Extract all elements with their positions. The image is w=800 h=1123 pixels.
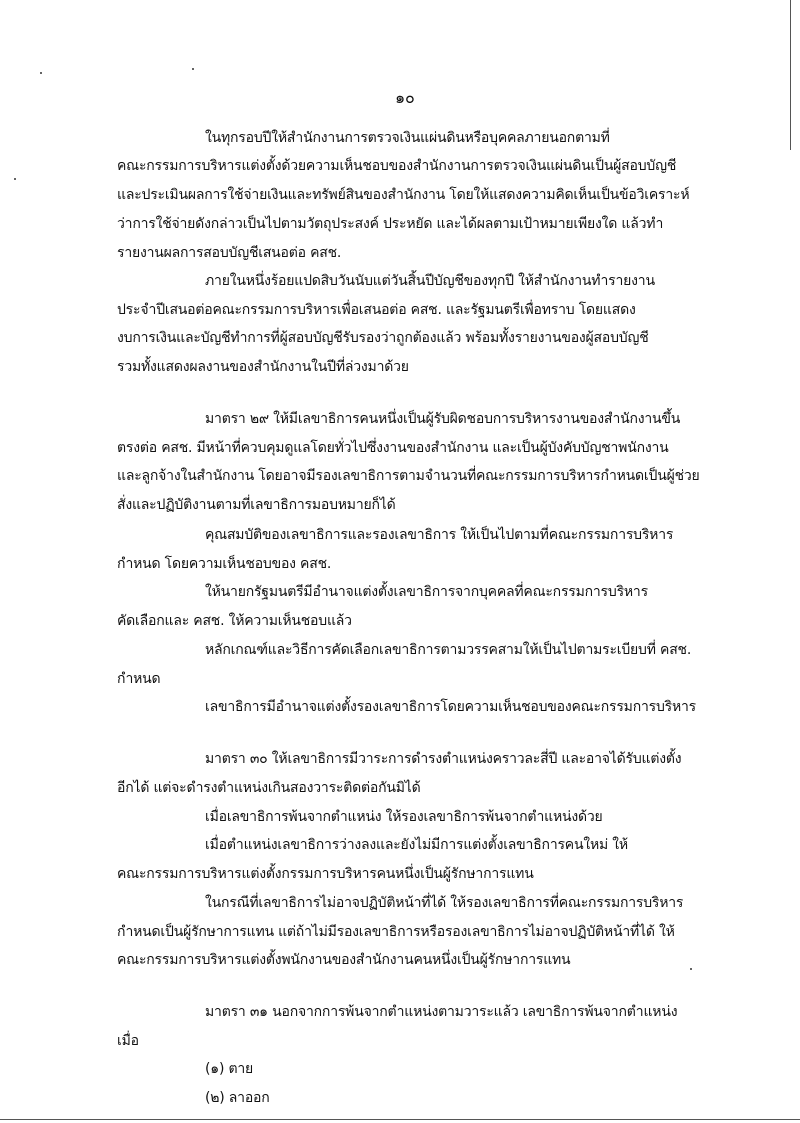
text-line: อีกได้ แต่จะดำรงตำแหน่งเกินสองวาระติดต่อกันมิได้ <box>117 780 421 796</box>
text-line: สั่งและปฏิบัติงานตามที่เลขาธิการมอบหมายก็ได้ <box>117 497 396 513</box>
text-line: ในกรณีที่เลขาธิการไม่อาจปฏิบัติหน้าที่ได้ ให้รองเลขาธิการที่คณะกรรมการบริหาร <box>205 895 684 911</box>
text-line: กำหนด โดยความเห็นชอบของ คสช. <box>117 556 332 572</box>
text-line: คณะกรรมการบริหารแต่งตั้งด้วยความเห็นชอบของสำนักงานการตรวจเงินแผ่นดินเป็นผู้สอบบัญชี <box>117 158 677 174</box>
text-line: ภายในหนึ่งร้อยแปดสิบวันนับแต่วันสิ้นปีบัญชีของทุกปี ให้สำนักงานทำรายงาน <box>205 273 655 289</box>
text-line: กำหนดเป็นผู้รักษาการแทน แต่ถ้าไม่มีรองเลขาธิการหรือรองเลขาธิการไม่อาจปฏิบัติหน้าที่ได้ ให้ <box>117 924 675 940</box>
list-item: (๑) ตาย <box>205 1061 254 1077</box>
text-line: คุณสมบัติของเลขาธิการและรองเลขาธิการ ให้เป็นไปตามที่คณะกรรมการบริหาร <box>205 527 674 543</box>
scan-speck <box>14 178 16 180</box>
text-line: เลขาธิการมีอำนาจแต่งตั้งรองเลขาธิการโดยความเห็นชอบของคณะกรรมการบริหาร <box>205 699 696 715</box>
list-item: (๒) ลาออก <box>205 1090 270 1106</box>
text-line: กำหนด <box>117 671 161 687</box>
text-line: ตรงต่อ คสช. มีหน้าที่ควบคุมดูแลโดยทั่วไปซึ่งงานของสำนักงาน และเป็นผู้บังคับบัญชาพนักงาน <box>117 440 669 456</box>
text-line: และประเมินผลการใช้จ่ายเงินและทรัพย์สินของสำนักงาน โดยให้แสดงความคิดเห็นเป็นข้อวิเคราะห์ <box>117 187 690 203</box>
text-line: ประจำปีเสนอต่อคณะกรรมการบริหารเพื่อเสนอต่อ คสช. และรัฐมนตรีเพื่อทราบ โดยแสดง <box>117 302 636 318</box>
scan-edge <box>790 0 791 150</box>
text-line: งบการเงินและบัญชีทำการที่ผู้สอบบัญชีรับรองว่าถูกต้องแล้ว พร้อมทั้งรายงานของผู้สอบบัญชี <box>117 330 649 346</box>
text-line: เมื่อเลขาธิการพ้นจากตำแหน่ง ให้รองเลขาธิการพ้นจากตำแหน่งด้วย <box>205 809 603 825</box>
text-line: คัดเลือกและ คสช. ให้ความเห็นชอบแล้ว <box>117 613 352 629</box>
text-line: คณะกรรมการบริหารแต่งตั้งพนักงานของสำนักงานคนหนึ่งเป็นผู้รักษาการแทน <box>117 952 571 968</box>
scan-speck <box>192 68 194 70</box>
text-line: ให้นายกรัฐมนตรีมีอำนาจแต่งตั้งเลขาธิการจากบุคคลที่คณะกรรมการบริหาร <box>205 584 648 600</box>
text-line: รวมทั้งแสดงผลงานของสำนักงานในปีที่ล่วงมาด้วย <box>117 359 409 375</box>
section-heading-29: มาตรา ๒๙ ให้มีเลขาธิการคนหนึ่งเป็นผู้รับผิดชอบการบริหารงานของสำนักงานขึ้น <box>205 411 681 427</box>
text-line: เมื่อตำแหน่งเลขาธิการว่างลงและยังไม่มีการแต่งตั้งเลขาธิการคนใหม่ ให้ <box>205 837 628 853</box>
scan-speck <box>40 72 42 74</box>
text-line: ในทุกรอบปีให้สำนักงานการตรวจเงินแผ่นดินหรือบุคคลภายนอกตามที่ <box>205 130 610 146</box>
scan-speck <box>690 968 692 970</box>
text-line: ว่าการใช้จ่ายดังกล่าวเป็นไปตามวัตถุประสงค์ ประหยัด และได้ผลตามเป้าหมายเพียงใด แล้วทำ <box>117 216 664 232</box>
page-number: ๑๐ <box>395 88 415 107</box>
text-line: และลูกจ้างในสำนักงาน โดยอาจมีรองเลขาธิการตามจำนวนที่คณะกรรมการบริหารกำหนดเป็นผู้ช่วย <box>117 468 700 484</box>
scan-edge <box>0 1119 800 1120</box>
section-heading-31: มาตรา ๓๑ นอกจากการพ้นจากตำแหน่งตามวาระแล้ว เลขาธิการพ้นจากตำแหน่ง <box>205 1004 678 1020</box>
section-heading-30: มาตรา ๓๐ ให้เลขาธิการมีวาระการดำรงตำแหน่งคราวละสี่ปี และอาจได้รับแต่งตั้ง <box>205 751 682 767</box>
text-line: คณะกรรมการบริหารแต่งตั้งกรรมการบริหารคนหนึ่งเป็นผู้รักษาการแทน <box>117 866 534 882</box>
text-line: รายงานผลการสอบบัญชีเสนอต่อ คสช. <box>117 245 342 261</box>
text-line: เมื่อ <box>117 1033 139 1049</box>
text-line: หลักเกณฑ์และวิธีการคัดเลือกเลขาธิการตามวรรคสามให้เป็นไปตามระเบียบที่ คสช. <box>205 642 692 658</box>
